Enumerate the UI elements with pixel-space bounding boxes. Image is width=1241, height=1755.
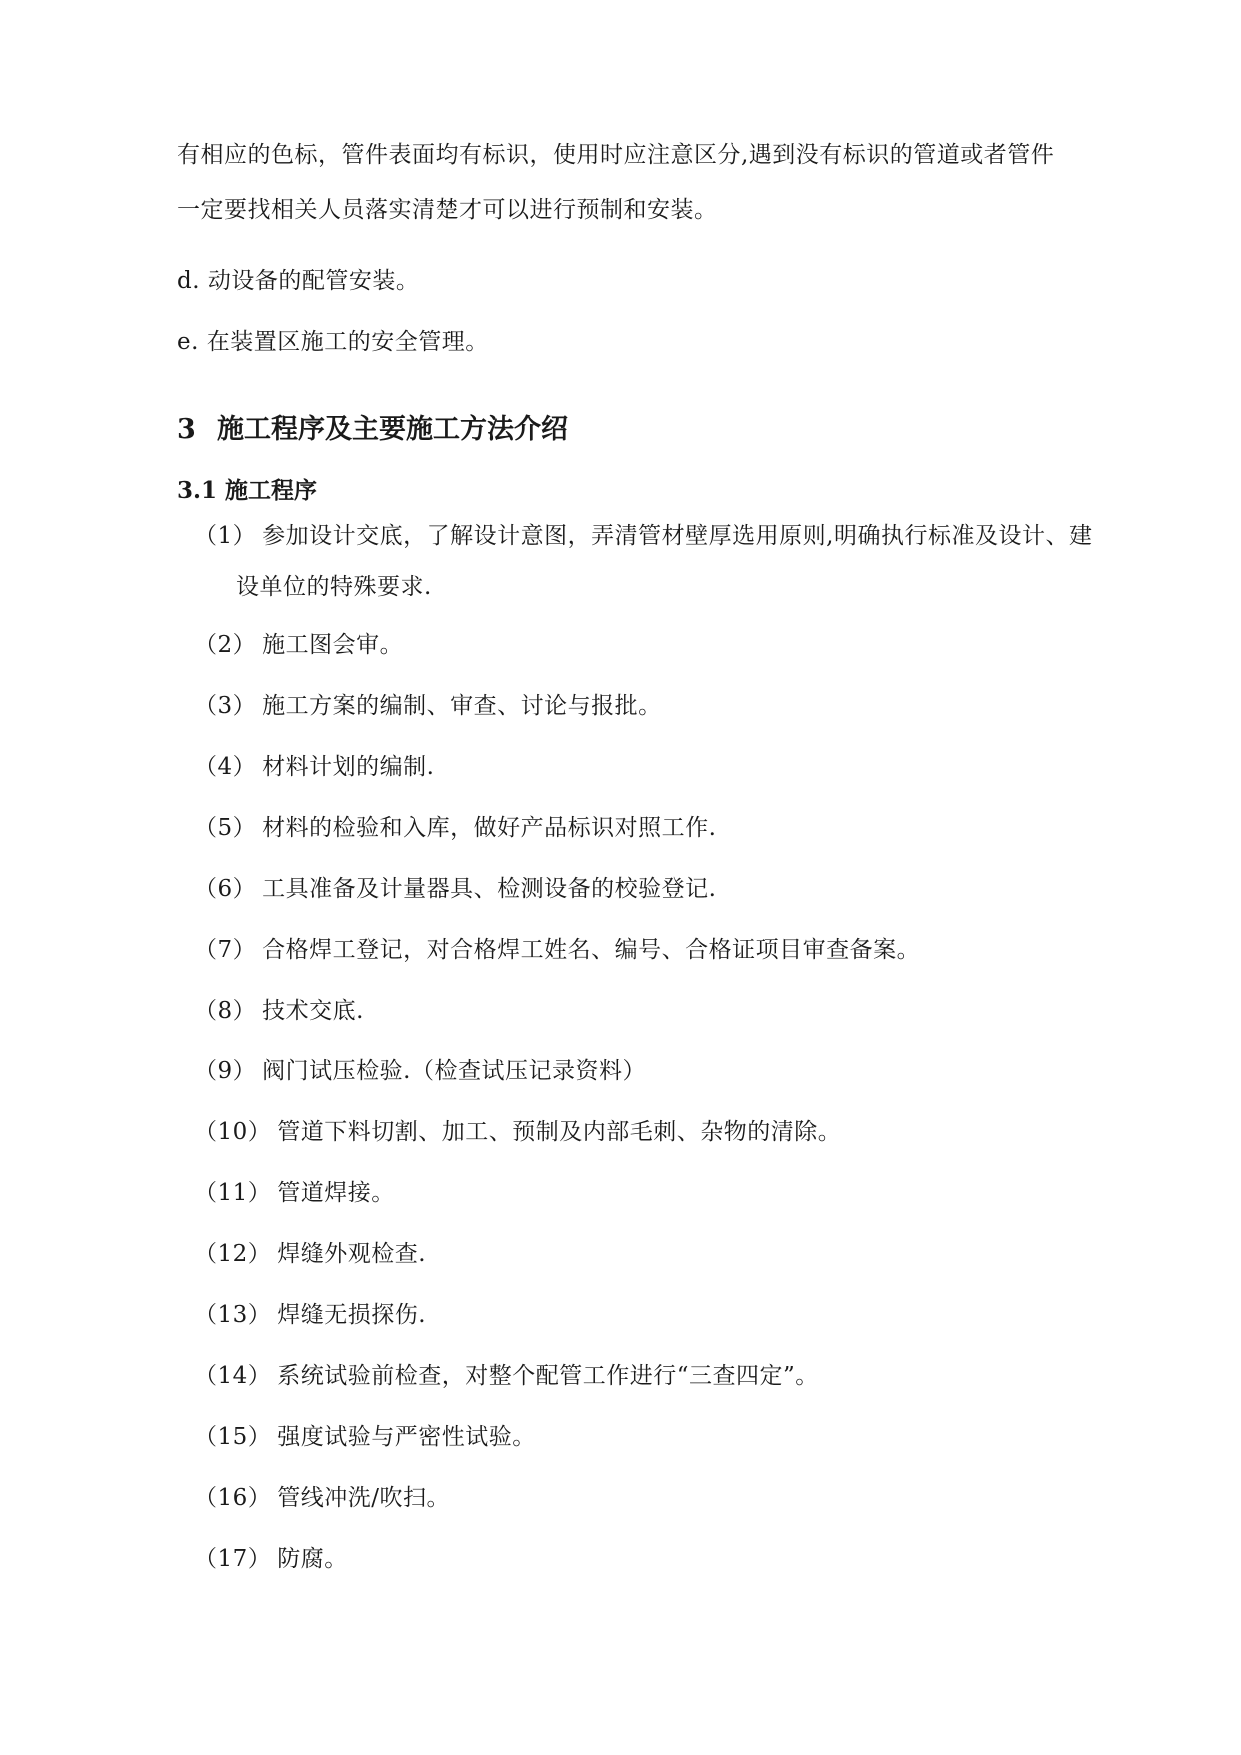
section-3-number: 3 <box>177 414 196 445</box>
step-number: （1） <box>194 523 257 549</box>
step-number: （15） <box>194 1424 272 1450</box>
step-text: 焊缝外观检查. <box>277 1241 427 1267</box>
step-number: （11） <box>194 1180 272 1206</box>
step-number: （10） <box>194 1119 272 1145</box>
step-number: （6） <box>194 876 257 902</box>
step-text: 防腐。 <box>277 1546 348 1572</box>
step-text: 阀门试压检验.（检查试压记录资料） <box>262 1058 646 1084</box>
step-item <box>194 995 364 1027</box>
step-item <box>194 1360 819 1392</box>
step-item <box>194 1299 426 1331</box>
step-text: 管道焊接。 <box>277 1180 395 1206</box>
step-item <box>194 1238 426 1270</box>
step-item <box>194 1482 450 1514</box>
step-item <box>194 934 920 966</box>
step-number: （4） <box>194 754 257 780</box>
step-text: 系统试验前检查，对整个配管工作进行“三查四定”。 <box>277 1363 819 1389</box>
step-text: 施工方案的编制、审查、讨论与报批。 <box>262 693 662 719</box>
step-item <box>194 1116 841 1148</box>
intro-item-e: e. 在装置区施工的安全管理。 <box>177 329 489 355</box>
step-text: 工具准备及计量器具、检测设备的校验登记. <box>262 876 717 902</box>
step-number: （17） <box>194 1546 272 1572</box>
step-number: （16） <box>194 1485 272 1511</box>
step-text: 技术交底. <box>262 998 364 1024</box>
step-item <box>194 629 403 661</box>
step-number: （5） <box>194 815 257 841</box>
step-item <box>194 751 434 783</box>
step-item <box>194 1055 646 1087</box>
step-item <box>194 1543 348 1575</box>
step-item <box>194 1421 536 1453</box>
step-text: 焊缝无损探伤. <box>277 1302 427 1328</box>
step-number: （8） <box>194 998 257 1024</box>
step-text-continuation: 设单位的特殊要求. <box>236 574 432 600</box>
step-text: 参加设计交底，了解设计意图，弄清管材壁厚选用原则,明确执行标准及设计、建 <box>262 523 1093 549</box>
step-number: （2） <box>194 632 257 658</box>
step-number: （12） <box>194 1241 272 1267</box>
step-item <box>194 520 1092 552</box>
section-3-title: 施工程序及主要施工方法介绍 <box>217 414 568 445</box>
step-number: （3） <box>194 693 257 719</box>
step-item <box>194 873 716 905</box>
step-text: 施工图会审。 <box>262 632 404 658</box>
intro-item-d: d. 动设备的配管安装。 <box>177 268 420 294</box>
section-3-1-heading: 3.1 施工程序 <box>177 477 318 504</box>
intro-line-2: 一定要找相关人员落实清楚才可以进行预制和安装。 <box>177 197 718 223</box>
step-text: 合格焊工登记，对合格焊工姓名、编号、合格证项目审查备案。 <box>262 937 921 963</box>
step-text: 管线冲洗/吹扫。 <box>277 1485 451 1511</box>
step-text: 材料计划的编制. <box>262 754 435 780</box>
step-number: （14） <box>194 1363 272 1389</box>
step-number: （13） <box>194 1302 272 1328</box>
step-number: （9） <box>194 1058 257 1084</box>
step-text: 材料的检验和入库，做好产品标识对照工作. <box>262 815 717 841</box>
step-item <box>194 690 662 722</box>
intro-line-1: 有相应的色标，管件表面均有标识，使用时应注意区分,遇到没有标识的管道或者管件 <box>177 142 1055 168</box>
step-text: 管道下料切割、加工、预制及内部毛刺、杂物的清除。 <box>277 1119 842 1145</box>
section-3-heading <box>177 412 568 448</box>
step-item <box>194 812 716 844</box>
step-text: 强度试验与严密性试验。 <box>277 1424 536 1450</box>
step-number: （7） <box>194 937 257 963</box>
step-item <box>194 1177 395 1209</box>
